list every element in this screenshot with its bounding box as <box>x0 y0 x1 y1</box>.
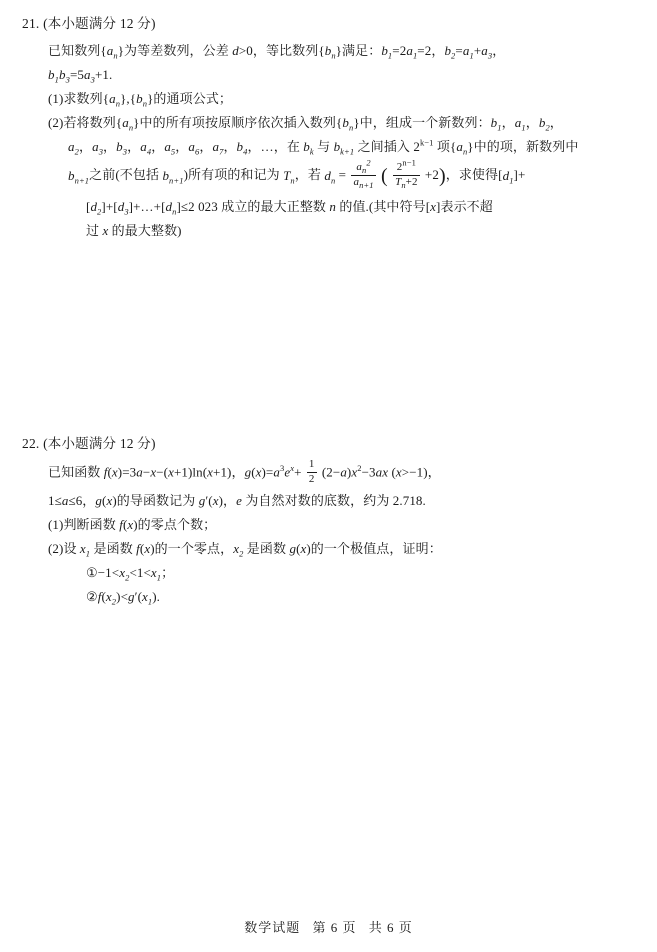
problem-21-body <box>22 40 631 241</box>
problem-21-line-3: (1)求数列$\{a_n\},\{b_n\}$的通项公式； <box>48 91 233 109</box>
footer-page-number: 第 6 页 <box>312 920 357 935</box>
problem-21 <box>22 14 631 241</box>
fraction-2n1-over-tn2: $\frac{2^{n-1}}{T_n+2}$ <box>395 157 418 191</box>
problem-21-line-8: 过 x 的最大整数) <box>86 222 182 238</box>
fraction-one-half: $\frac{1}{2}$ <box>308 458 315 486</box>
problem-21-heading <box>22 14 631 34</box>
problem-22-line-2: 1≤a≤6，g(x)的导函数记为 g′(x)，e 为自然对数的底数，约为 2.718. <box>48 492 426 508</box>
problem-22-line-4: (2)设 $x_1$ 是函数 f(x)的一个零点，$x_2$ 是函数 g(x)的一个极值点，证明： <box>48 541 442 559</box>
problem-22-number: 22. <box>22 435 40 451</box>
problem-22-heading <box>22 434 631 454</box>
problem-22-line-1: 已知函数 f(x)=3a−x−(x+1)ln(x+1)，$g(x)=a^3e^x+$ $\frac{1}{2}$ $(2-a)x^2-3ax$ (x>−1)， <box>48 458 441 486</box>
problem-21-line-5: $a_2$，$a_3$，$b_3$，$a_4$，$a_5$，$a_6$，$a_7$，$b_4$，…，在 $b_k$ 与 $b_{k+1}$ 之间插入 $2^{k-1}$ 项$\{a_n\}$中的项，新数列中 <box>68 138 579 158</box>
problem-22-line-6: $②f(x_2)<g'(x_1)$. <box>86 589 161 607</box>
problem-22-line-3: (1)判断函数 f(x)的零点个数； <box>48 517 217 533</box>
problem-21-number: 21. <box>22 16 40 31</box>
blank-work-space-21 <box>22 244 631 434</box>
problem-21-line-1: 已知数列$\{a_n\}$为等差数列，公差 d>0，等比数列$\{b_n\}$满足：$b_1=2a_1=2$，$b_2=a_1+a_3$， <box>48 43 506 61</box>
footer-subject: 数学试题 <box>244 920 301 935</box>
page-footer <box>0 917 657 936</box>
problem-21-line-2: $b_1b_3=5a_3+1$. <box>48 67 113 85</box>
problem-21-line-7: $[d_2]+[d_3]+\dots+[d_n]\le 2$ 023 成立的最大正整数 n 的值.(其中符号[x]表示不超 <box>86 198 493 217</box>
fraction-an2-over-an1: $\frac{a_n^2}{a_{n+1}}$ <box>353 157 374 191</box>
problem-22-body <box>22 460 631 607</box>
problem-22-line-5: $①-1<x_2<1<x_1$； <box>86 565 175 583</box>
problem-21-line-4: (2)若将数列$\{a_n\}$中的所有项按原顺序依次插入数列$\{b_n\}$中，组成一个新数列：$b_1$，$a_1$，$b_2$， <box>48 115 563 133</box>
problem-22 <box>22 434 631 607</box>
footer-total-pages: 共 6 页 <box>368 920 413 935</box>
problem-21-head-text: (本小题满分 12 分) <box>43 16 156 31</box>
blank-work-space-22 <box>22 610 631 760</box>
problem-21-line-6: $b_{n+1}$之前(不包括 $b_{n+1}$)所有项的和记为 $T_n$，若 $d_n$ = $\frac{a_n^2}{a_{n+1}}$ ( $\frac{2^{n-1}}{T_n+2}$ +2)，求使得$[d_1]+$ <box>68 157 526 191</box>
problem-22-head-text: (本小题满分 12 分) <box>43 435 156 451</box>
